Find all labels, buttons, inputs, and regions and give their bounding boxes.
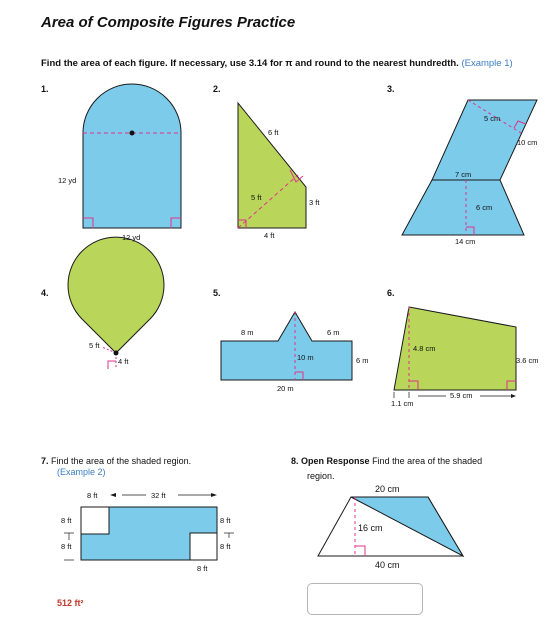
problem-8-text: Find the area of the shaded	[372, 456, 483, 466]
fig6-offset-label: 1.1 cm	[391, 399, 414, 408]
fig1-width-label: 12 yd	[122, 233, 141, 242]
fig5-height-label: 10 m	[297, 353, 314, 362]
fig3-base-label: 14 cm	[455, 237, 476, 246]
problem-7-question	[41, 456, 191, 466]
fig6-height-label: 4.8 cm	[413, 344, 436, 353]
figure-4	[68, 237, 164, 369]
fig8-height-label: 16 cm	[358, 523, 383, 533]
problem-4-number: 4.	[41, 288, 49, 298]
problem-7-text: Find the area of the shaded region.	[51, 456, 192, 466]
figure-8	[318, 497, 463, 556]
fig4-radius-label: 5 ft	[89, 341, 100, 350]
fig7-left-bottom-label: 8 ft	[61, 542, 72, 551]
figure-1	[83, 84, 181, 228]
fig8-top-label: 20 cm	[375, 484, 400, 494]
problem-7-number: 7.	[41, 456, 49, 466]
fig6-base-label: 5.9 cm	[450, 391, 473, 400]
problem-8-text-2: region.	[307, 471, 335, 481]
figure-3	[402, 100, 537, 235]
fig7-bottom-label: 8 ft	[197, 564, 208, 573]
fig7-top-label: 32 ft	[151, 491, 166, 500]
problem-2-number: 2.	[213, 84, 221, 94]
problem-7-answer: 512 ft²	[57, 598, 84, 608]
fig2-hyp-label: 6 ft	[268, 128, 279, 137]
fig7-right-top-label: 8 ft	[220, 516, 231, 525]
fig2-side-label: 3 ft	[309, 198, 320, 207]
fig5-side-label: 6 m	[356, 356, 369, 365]
fig5-base-label: 20 m	[277, 384, 294, 393]
problem-8-number: 8.	[291, 456, 299, 466]
fig3-side-label: 10 cm	[517, 138, 538, 147]
fig6-side-label: 3.6 cm	[516, 356, 539, 365]
figure-5	[221, 312, 352, 380]
figure-7	[64, 493, 234, 560]
problem-7-example	[57, 467, 106, 477]
fig3-mid-label: 7 cm	[455, 170, 472, 179]
problem-5-number: 5.	[213, 288, 221, 298]
instructions-text: Find the area of each figure. If necessary, use 3.14 for π and round to the nearest hundredth.	[41, 58, 459, 69]
fig8-base-label: 40 cm	[375, 560, 400, 570]
problem-6-number: 6.	[387, 288, 395, 298]
figure-2	[238, 103, 306, 228]
fig7-top-small-label: 8 ft	[87, 491, 98, 500]
example-link[interactable]: (Example 1)	[461, 58, 513, 69]
fig5-right-label: 6 m	[327, 328, 340, 337]
answer-input[interactable]	[307, 583, 423, 615]
problem-1-number: 1.	[41, 84, 49, 94]
fig2-height-label: 5 ft	[251, 193, 262, 202]
problem-8-heading: Open Response	[301, 456, 370, 466]
example-2-link[interactable]: (Example 2)	[57, 467, 106, 477]
fig7-right-bottom-label: 8 ft	[220, 542, 231, 551]
fig7-left-top-label: 8 ft	[61, 516, 72, 525]
problem-8-question	[291, 456, 482, 466]
fig3-top-label: 5 cm	[484, 114, 501, 123]
fig1-height-label: 12 yd	[58, 176, 77, 185]
problem-3-number: 3.	[387, 84, 395, 94]
fig4-radius2-label: 4 ft	[118, 357, 129, 366]
page-title: Area of Composite Figures Practice	[41, 14, 296, 31]
fig3-height-label: 6 cm	[476, 203, 493, 212]
fig2-base-label: 4 ft	[264, 231, 275, 240]
fig5-left-label: 8 m	[241, 328, 254, 337]
